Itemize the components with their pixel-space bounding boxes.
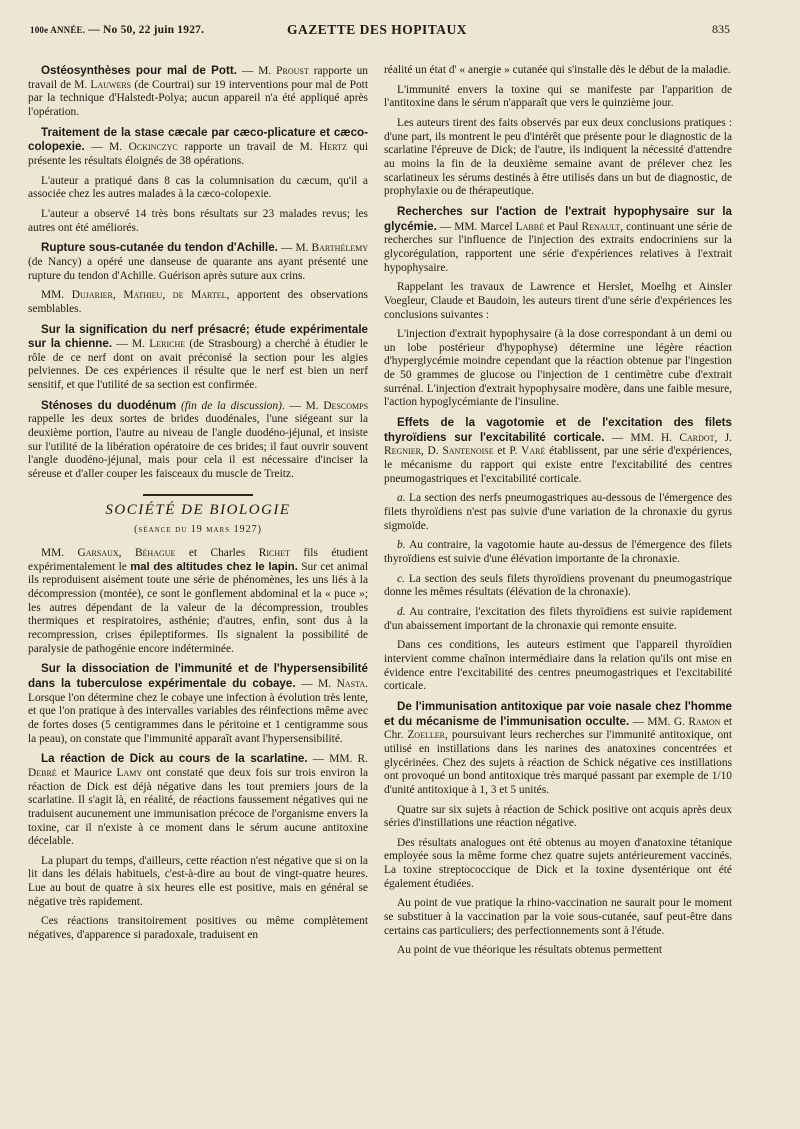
text-run: La section des nerfs pneumogastriques au-dessous de l'émergence des filets thyroïdiens n'est pas suivie d'une variation de la chronaxie du gyrus sigmoïde. <box>384 492 732 532</box>
text-run: Au contraire, l'excitation des filets thyroïdiens est suivie rapidement d'un abaissement important de la chronaxie qui remonte ensuite. <box>384 605 732 632</box>
article-nerf-presacre <box>28 323 368 393</box>
section-date: (séance du 19 mars 1927) <box>134 524 262 536</box>
author-name: Renault, <box>581 220 624 233</box>
author-name: Varé <box>521 445 546 458</box>
paragraph: Dans ces conditions, les auteurs estiment que l'appareil thyroïdien intervient comme chaînon intermédiaire dans la relation qu'ils ont mise en évidence entre l'excitabilité des centres pneumogastriques et l'excitabilité corticale. <box>384 639 732 693</box>
paragraph: Rappelant les travaux de Lawrence et Herslet, Moelhg et Ainsler Voegleur, Claude et Baudoin, les auteurs tirent d'une série d'expériences les conclusions suivantes : <box>384 281 732 321</box>
text-run: — MM. R. <box>307 753 368 766</box>
author-name: Ramon <box>688 715 721 728</box>
article-heading: Rupture sous-cutanée du tendon d'Achille. <box>41 241 278 255</box>
article-mal-altitudes <box>28 547 368 656</box>
paragraph <box>28 289 368 316</box>
running-header <box>30 22 730 44</box>
list-marker: b. <box>397 539 406 552</box>
article-stenoses-duodenum <box>28 399 368 482</box>
text-run: rapporte un travail de M. <box>28 65 368 91</box>
paragraph: Au point de vue théorique les résultats obtenus permettent <box>397 944 663 957</box>
issue-line <box>30 24 204 36</box>
text-run: et Paul <box>543 220 582 233</box>
author-name: Richet <box>258 547 290 560</box>
text-run: (de Courtrai) sur 19 interventions pour mal de Pott par la technique d'Halstedt-Polya; aucun appareil n'a été appliqué après l'opération. <box>28 78 368 118</box>
article-heading: Traitement de la stase cæcale par cæco-plicature et cæco-colopexie. <box>28 125 368 154</box>
article-extrait-hypophysaire <box>384 205 732 275</box>
paragraph: L'auteur a pratiqué dans 8 cas la columnisation du cæcum, qu'il a associée chez les autres malades à la cæco-colopexie. <box>28 174 368 201</box>
left-column <box>28 64 368 949</box>
section-title: SOCIÉTÉ DE BIOLOGIE <box>105 501 291 518</box>
paragraph: L'injection d'extrait hypophysaire (à la dose correspondant à un demi ou un lobe postérieur d'hypophyse) détermine une légère réaction d'hyperglycémie moindre cependant que la réaction obtenue par l'ingestion de 50 grammes de glucose ou l'injection de 1 centimètre cube d'extrait surrénal. L'injection d'extrait hypophysaire modère, dans une faible mesure, l'action hypoglycémiante de l'insuline. <box>384 328 732 409</box>
text-run: et Chr. <box>384 715 732 742</box>
text-run: ont constaté que deux fois sur trois environ la réaction de Dick est déjà négative dans les tout premiers jours de la scarlatine. Il s'agit là, en réalité, de réactions faussement négatives qui ne traduisent aucunement une immunisation précoce de l'organisme envers la toxine, car il n'existe à ce moment dans le sérum aucune antitoxine décelable. <box>28 766 368 848</box>
issue-number-date: — No 50, 22 juin 1927. <box>88 24 205 36</box>
section-divider <box>143 494 253 496</box>
paragraph-continued: réalité un état d' « anergie » cutanée qui s'installe dès le début de la maladie. <box>384 64 731 76</box>
text-run: La section des seuls filets thyroïdiens provenant du pneumogastrique donne les mêmes résultats (élévation de la chronaxie). <box>384 572 732 599</box>
text-run: Sur cet animal ils reproduisent aisément toute une série de phénomènes, les uns liés à la décompression (montée), ce sont le gonflement abdominal et la « puce »; les autres dépendant de la valeur de la décompression, troubles thermiques et respiratoires, asthénie; d'autres, enfin, sont dus à la recompression, crises épileptiformes. Ils signalent la possibilité de paralysie de pathogénie encore indéterminée. <box>28 560 368 655</box>
article-heading: Sur la dissociation de l'immunité et de l'hypersensibilité dans la tuberculose expérimentale du cobaye. <box>28 662 368 690</box>
text-run: et P. <box>493 445 522 458</box>
author-name: Lauwers <box>90 78 132 91</box>
text-run: Au contraire, la vagotomie haute au-dessus de l'émergence des filets thyroïdiens est suivie d'une élévation importante de la chronaxie. <box>384 539 732 565</box>
article-heading: De l'immunisation antitoxique par voie nasale chez l'homme et du mécanisme de l'immunisation occulte. <box>384 699 732 728</box>
text-run: Lorsque l'on détermine chez le cobaye une infection à évolution très lente, et que l'on pratique à des intervalles variables des réinfections même avec de fortes doses (5 centigrammes dans le péritoine et 1 centigramme sous la peau), on constate que l'immunité apparaît avant l'hypersensibilité. <box>28 691 368 745</box>
article-heading: Sur la signification du nerf présacré; étude expérimentale sur la chienne. <box>28 322 368 351</box>
text-run: J. <box>717 431 732 444</box>
text-run: (de Nancy) a opéré une danseuse de quarante ans ayant présenté une rupture du tendon d'Achille. Guérison après suture aux crins. <box>28 255 368 282</box>
article-heading: La réaction de Dick au cours de la scarlatine. <box>41 752 308 766</box>
text-run: — M. <box>295 677 337 690</box>
list-marker: a. <box>397 492 406 505</box>
text-run: — M. <box>112 338 150 351</box>
italic-note: (fin de la discussion) <box>176 399 282 412</box>
author-name: Nasta. <box>336 677 368 690</box>
author-name: Ockinczyc <box>128 141 178 154</box>
list-item-a <box>384 492 732 533</box>
article-tendon-achille <box>28 241 368 283</box>
author-name: Proust <box>276 65 309 77</box>
article-dissociation-immunite <box>28 662 368 746</box>
article-heading: Effets de la vagotomie et de l'excitation des filets thyroïdiens sur l'excitabilité corticale. <box>384 416 732 444</box>
text-run: MM. <box>41 289 72 302</box>
list-item-d <box>384 606 732 633</box>
article-osteosyntheses <box>28 64 368 120</box>
text-run: poursuivant leurs recherches sur l'immunité antitoxique, ont utilisé en instillations dans les narines des anatoxines concentrées et glycérinées. Chez des sujets à réaction de Schick négative ces instillations ont provoqué un bond antitoxique très marqué passant par exemple de 1/10 d'unité antitoxique à 1, 3 et 5 unités. <box>384 729 732 796</box>
author-name: Garsaux, Béhague <box>77 547 176 560</box>
text-run: et Charles <box>175 547 259 560</box>
text-run: qui présente les résultats éloignés de 38 opérations. <box>28 141 368 167</box>
author-name: Debré <box>28 766 57 779</box>
text-run: — MM. H. <box>604 431 680 444</box>
right-column <box>384 64 732 964</box>
list-item-c <box>384 573 732 600</box>
article-topic: mal des altitudes chez le lapin. <box>130 560 298 573</box>
text-run: . — M. <box>281 399 324 412</box>
text-run: — M. <box>84 141 129 154</box>
author-name: Descomps <box>323 399 369 412</box>
article-heading: Sténoses du duodénum <box>41 398 177 412</box>
text-run: — MM. Marcel <box>436 220 516 233</box>
text-run: — M. <box>277 242 312 255</box>
text-run: continuant une série de recherches sur l'influence de l'injection des extraits endocriniens sur la glycorégulation, rapportent une série d'expériences relatives à l'extrait hypophysaire. <box>384 220 732 274</box>
author-name: Hertz <box>319 141 347 154</box>
text-run: MM. <box>41 547 78 560</box>
list-marker: d. <box>397 605 406 618</box>
text-run: et Maurice <box>56 766 117 779</box>
paragraph: Ces réactions transitoirement positives ou même complètement négatives, d'apparence si paradoxale, traduisent en <box>28 915 368 942</box>
article-heading: Recherches sur l'action de l'extrait hypophysaire sur la glycémie. <box>384 204 732 233</box>
article-immunisation-nasale <box>384 700 732 798</box>
text-run: rappelle les deux sortes de brides duodénales, l'une siégeant sur la deuxième portion, l'autre au niveau de l'angle duodéno-jéjunal, et insiste sur l'utilité de la libération opératoire de ces brides; il faut ouvrir souvent l'angle duodéno-jéjunal, mais pour cela il est nécessaire d'inciser la séreuse et d'aller couper les faisceaux du muscle de Treitz. <box>28 413 368 481</box>
author-name: Barthélemy <box>311 242 368 255</box>
journal-title: GAZETTE DES HOPITAUX <box>287 22 468 37</box>
paragraph: Les auteurs tirent des faits observés par eux deux conclusions pratiques : d'une part, ils montrent le peu d'intérêt que présente pour le diagnostic de la scarlatine l'épreuve de Dick; de l'autre, ils indiquent la nécessité d'attendre au moins la fin de la deuxième semaine avant de prélever chez les scarlatineux les sérums destinés à être utilisés dans un but de diagnostic, de prophylaxie ou de thérapeutique. <box>384 116 732 198</box>
author-name: Lamy <box>116 766 143 779</box>
author-name: Zoeller, <box>407 729 448 742</box>
article-stase-caecale <box>28 126 368 169</box>
author-name: Dujarier, Mathieu, de Martel, <box>71 289 230 302</box>
paragraph: Des résultats analogues ont été obtenus au moyen d'anatoxine tétanique employée sous la même forme chez quatre sujets antérieurement vaccinés. La toxine streptococcique de Dick et la toxine dysentérique ont été également étudiées. <box>384 836 732 890</box>
paragraph: L'immunité envers la toxine qui se manifeste par l'apparition de l'antitoxine dans le sérum n'apparaît que vers le quinzième jour. <box>384 83 732 110</box>
author-name: Leriche <box>149 338 186 351</box>
paragraph: Au point de vue pratique la rhino-vaccination ne saurait pour le moment se substituer à la vaccination par la voie sous-cutanée, sauf peut-être dans certains cas particuliers; des perfectionnements sont à l'étude. <box>384 897 732 937</box>
text-run: — M. <box>236 65 277 77</box>
list-marker: c. <box>397 572 405 585</box>
author-name: Cardot, <box>679 431 718 444</box>
paragraph: L'auteur a observé 14 très bons résultats sur 23 malades revus; les autres ont été améliorés. <box>28 207 368 234</box>
text-run: établissent, par une série d'expériences, le mécanisme du rapport qui existe entre l'excitabilité des centres pneumogastriques et l'excitabilité corticale. <box>384 445 733 485</box>
text-run: (de Strasbourg) a cherché à étudier le rôle de ce nerf dont on avait préconisé la section pour les algies pelviennes. De ces expériences il résulte que le nerf est bien un nerf sensitif, et que l'utilité de sa section est confirmée. <box>28 338 368 392</box>
article-reaction-dick <box>28 752 368 849</box>
article-vagotomie <box>384 416 732 486</box>
volume-year: 100e ANNÉE. <box>30 25 86 35</box>
paragraph: La plupart du temps, d'ailleurs, cette réaction n'est négative que si on la lit dans les délais habituels, c'est-à-dire au bout de vingt-quatre heures. Lue au bout de quatre à six heures elle est positive, mais en général se négative très rapidement. <box>28 854 368 908</box>
text-run: fils étudient expérimentalement le <box>28 547 369 573</box>
page-number: 835 <box>712 22 730 36</box>
paragraph: Quatre sur six sujets à réaction de Schick positive ont acquis après deux séries d'instillations une réaction négative. <box>384 803 732 830</box>
text-run: rapporte un travail de M. <box>177 141 320 154</box>
author-name: Labbé <box>515 220 544 233</box>
text-run: — MM. G. <box>629 715 689 728</box>
text-run: apportent des observations semblables. <box>28 289 368 315</box>
article-heading: Ostéosynthèses pour mal de Pott. <box>41 64 237 77</box>
author-name: Regnier, D. Santenoise <box>384 445 494 458</box>
list-item-b <box>384 539 732 566</box>
